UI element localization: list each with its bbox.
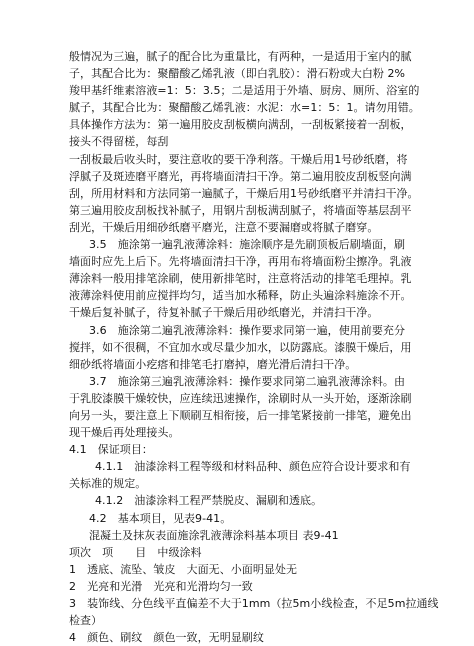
- item-4-1-1-line: 4.1.1 油漆涂料工程等级和材料品种、颜色应符合设计要求和有: [95, 460, 411, 474]
- section-4-2-heading: 4.2 基本项目，见表9-41。: [89, 511, 232, 525]
- paragraph-line: 刮，所用材料和方法同第一遍腻子，干燥后用1号砂纸磨平并清扫干净。: [69, 186, 419, 200]
- paragraph-line: 于乳胶漆膜干燥较快，应连续迅速操作，涂刷时从一头开始，逐渐涂刷: [69, 391, 412, 405]
- paragraph-line: 具体操作方法为：第一遍用胶皮刮板横向满刮，一刮板紧接着一刮板，: [69, 118, 412, 132]
- paragraph-line: 一刮板最后收头时，要注意收的要干净利落。干燥后用1号砂纸磨，将: [69, 152, 408, 166]
- paragraph-line: 干燥后复补腻子，待复补腻子干燥后用砂纸磨光，并清扫干净。: [69, 306, 379, 320]
- paragraph-line: 浮腻子及斑迹磨平磨光，再将墙面清扫干净。第二遍用胶皮刮板竖向满: [69, 169, 412, 183]
- table-title: 混凝土及抹灰表面施涂乳液薄涂料基本项目 表9-41: [89, 528, 339, 542]
- table-row-continuation: 检查）: [69, 614, 103, 628]
- table-row: 3 装饰线、分色线平直偏差不大于1mm（拉5m小线检查，不足5m拉通线: [69, 597, 439, 610]
- section-4-1-heading: 4.1 保证项目：: [69, 443, 153, 457]
- section-3-7-heading-line: 3.7 施涂第三遍乳液薄涂料：操作要求同第二遍乳液薄涂料。由: [89, 374, 405, 388]
- paragraph-line: 墙面时应先上后下。先将墙面清扫干净，再用布将墙面粉尘擦净。乳液: [69, 255, 412, 269]
- paragraph-line: 关标准的规定。: [69, 477, 147, 491]
- paragraph-line: 般情况为三遍，腻子的配合比为重量比，有两种，一是适用于室内的腻: [69, 50, 412, 63]
- table-header-row: 项次 项 目 中级涂料: [69, 545, 202, 559]
- paragraph-line: 液薄涂料使用前应搅拌均匀，适当加水稀释，防止头遍涂料施涂不开。: [69, 289, 412, 303]
- section-3-5-heading-line: 3.5 施涂第一遍乳液薄涂料：施涂顺序是先刷顶板后刷墙面，刷: [89, 238, 405, 252]
- table-row: 1 透底、流坠、皱皮 大面无、小面明显处无: [69, 562, 298, 576]
- paragraph-line: 腻子，其配合比为：聚醋酸乙烯乳液：水泥：水=1：5：1。请勿用错。: [69, 101, 420, 115]
- table-row: 4 颜色、刷纹 颜色一致，无明显刷纹: [69, 631, 264, 645]
- paragraph-line: 接头不得留槎，每刮: [69, 135, 169, 149]
- table-row: 2 光亮和光滑 光亮和光滑均匀一致: [69, 579, 253, 593]
- paragraph-line: 第三遍用胶皮刮板找补腻子，用钢片刮板满刮腻子，将墙面等基层刮平: [69, 203, 412, 217]
- paragraph-line: 搅拌，如不很稠，不宜加水或尽量少加水，以防露底。漆膜干燥后，用: [69, 340, 412, 354]
- paragraph-line: 薄涂料一般用排笔涂刷，使用新排笔时，注意将活动的排笔毛理掉。乳: [69, 272, 412, 286]
- paragraph-line: 子，其配合比为：聚醋酸乙烯乳液（即白乳胶）：滑石粉或大白粉 2%: [69, 67, 406, 81]
- paragraph-line: 羧甲基纤维素溶液=1：5：3.5；二是适用于外墙、厨房、厕所、浴室的: [69, 84, 420, 98]
- paragraph-line: 向另一头，要注意上下顺刷互相衔接，后一排笔紧接前一排笔，避免出: [69, 408, 412, 422]
- item-4-1-2-line: 4.1.2 油漆涂料工程严禁脱皮、漏刷和透底。: [95, 494, 323, 508]
- document-body: [69, 48, 439, 646]
- paragraph-line: 细砂纸将墙面小疙瘩和排笔毛打磨掉，磨光滑后清扫干净。: [69, 357, 357, 371]
- section-3-6-heading-line: 3.6 施涂第二遍乳液薄涂料：操作要求同第一遍，使用前要充分: [89, 323, 405, 337]
- paragraph-line: 刮光，干燥后用细砂纸磨平磨光，注意不要漏磨或将腻子磨穿。: [69, 220, 379, 234]
- paragraph-line: 现干燥后再处理接头。: [69, 426, 180, 440]
